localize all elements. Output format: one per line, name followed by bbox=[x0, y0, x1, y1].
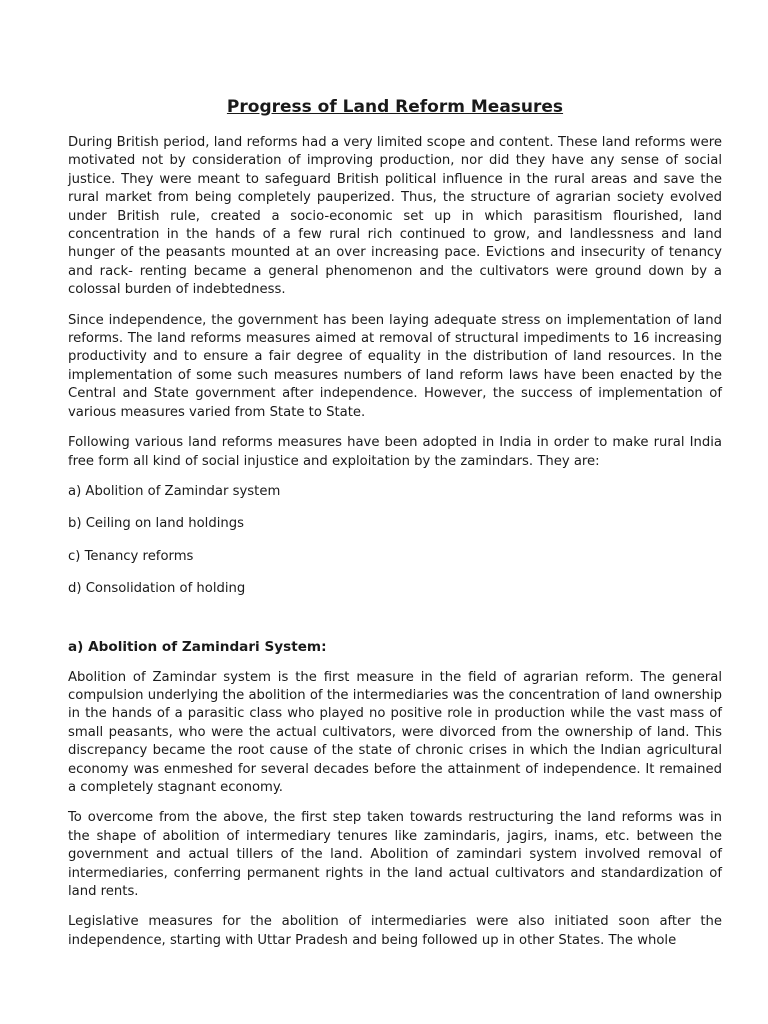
measure-item-c: c) Tenancy reforms bbox=[68, 548, 194, 564]
spacer bbox=[68, 613, 722, 637]
document-page bbox=[68, 96, 722, 962]
intro-paragraph-2: Since independence, the government has been laying adequate stress on implementation of land reforms. The land reforms measures aimed at removal of structural impediments to 16 increasing productivity and to ensure a fair degree of equality in the distribution of land resources. In the implementation of some such measures numbers of land reform laws have been enacted by the Central and State government after independence. However, the success of implementation of various measures varied from State to State. bbox=[68, 312, 722, 420]
measure-item-d: d) Consolidation of holding bbox=[68, 581, 246, 597]
measure-item-a: a) Abolition of Zamindar system bbox=[68, 483, 281, 499]
intro-paragraph-1: During British period, land reforms had a very limited scope and content. These land reforms were motivated not by consideration of improving production, nor did they have any sense of social justice. They were meant to safeguard British political influence in the rural areas and save the rural market from being completely pauperized. Thus, the structure of agrarian society evolved under British rule, created a socio-economic set up in which parasitism flourished, land concentration in the hands of a few rural rich continued to grow, and landlessness and land hunger of the peasants mounted at an over increasing pace. Evictions and insecurity of tenancy and rack- renting became a general phenomenon and the cultivators were ground down by a colossal burden of indebtedness. bbox=[68, 135, 722, 298]
measure-item-b: b) Ceiling on land holdings bbox=[68, 516, 244, 532]
section-paragraph-1: Abolition of Zamindar system is the first measure in the field of agrarian reform. The general compulsion underlying the abolition of the intermediaries was the concentration of land ownership in the hands of a parasitic class who played no positive role in production while the vast mass of small peasants, who were the actual cultivators, were divorced from the ownership of land. This discrepancy became the root cause of the state of chronic crises in which the Indian agricultural economy was enmeshed for several decades before the attainment of independence. It remained a completely stagnant economy. bbox=[68, 669, 722, 795]
intro-paragraph-3: Following various land reforms measures have been adopted in India in order to make rural India free form all kind of social injustice and exploitation by the zamindars. They are: bbox=[68, 435, 722, 469]
section-paragraph-3: Legislative measures for the abolition of intermediaries were also initiated soon after the independence, starting with Uttar Pradesh and being followed up in other States. The whole bbox=[68, 914, 722, 948]
section-paragraph-2: To overcome from the above, the first step taken towards restructuring the land reforms was in the shape of abolition of intermediary tenures like zamindaris, jagirs, inams, etc. between the government and actual tillers of the land. Abolition of zamindari system involved removal of intermediaries, conferring permanent rights in the land actual cultivators and standardization of land rents. bbox=[68, 810, 722, 899]
section-heading-abolition: a) Abolition of Zamindari System: bbox=[68, 638, 327, 655]
document-title: Progress of Land Reform Measures bbox=[226, 97, 564, 117]
